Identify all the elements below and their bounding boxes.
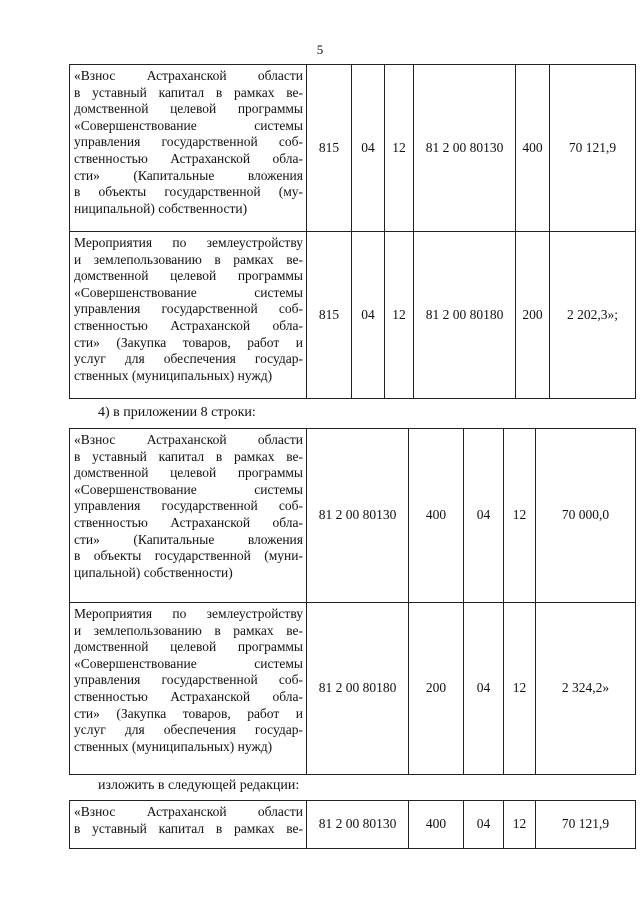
cell-ministry-code: 815 (307, 65, 352, 232)
table-budget-rows-c (69, 800, 636, 849)
row-description: «Взнос Астраханской области в уставный капитал в рамках ве- (70, 801, 307, 849)
cell-amount: 70 121,9 (536, 801, 636, 849)
cell-expense-type: 400 (516, 65, 550, 232)
cell-expense-type: 200 (409, 603, 464, 775)
cell-subsection: 12 (504, 801, 536, 849)
cell-expense-type: 400 (409, 801, 464, 849)
cell-section: 04 (464, 801, 504, 849)
row-description: Мероприятия по землеустройству и землепользованию в рамках ве- домственной целевой программы «Совершенствование системы управления государственной соб- ственностью Астраханской обла- сти» (Закупка товаров, работ и услуг для обеспечения государ- ственных (муниципальных) нужд) (70, 603, 307, 775)
cell-target-article: 81 2 00 80130 (307, 801, 409, 849)
table-row (70, 429, 636, 603)
cell-section: 04 (352, 232, 385, 399)
cell-subsection: 12 (504, 429, 536, 603)
row-description: «Взнос Астраханской области в уставный капитал в рамках ве- домственной целевой программы «Совершенствование системы управления государственной соб- ственностью Астраханской обла- сти» (Капитальные вложения в объекты государственной (му- ниципальной) собственности) (70, 65, 307, 232)
paragraph-appendix-8: 4) в приложении 8 строки: (98, 405, 256, 420)
table-row (70, 603, 636, 775)
table-row (70, 65, 636, 232)
cell-amount: 2 324,2» (536, 603, 636, 775)
cell-ministry-code: 815 (307, 232, 352, 399)
table-row (70, 801, 636, 849)
cell-amount: 70 121,9 (550, 65, 636, 232)
cell-target-article: 81 2 00 80130 (307, 429, 409, 603)
cell-amount: 70 000,0 (536, 429, 636, 603)
cell-subsection: 12 (385, 232, 414, 399)
cell-subsection: 12 (385, 65, 414, 232)
cell-target-article: 81 2 00 80130 (414, 65, 516, 232)
cell-expense-type: 400 (409, 429, 464, 603)
paragraph-new-edition: изложить в следующей редакции: (98, 778, 300, 793)
row-description: Мероприятия по землеустройству и землепользованию в рамках ве- домственной целевой программы «Совершенствование системы управления государственной соб- ственностью Астраханской обла- сти» (Закупка товаров, работ и услуг для обеспечения государ- ственных (муниципальных) нужд) (70, 232, 307, 399)
page-number: 5 (316, 42, 324, 57)
cell-section: 04 (352, 65, 385, 232)
cell-target-article: 81 2 00 80180 (307, 603, 409, 775)
table-budget-rows-a (69, 64, 636, 399)
cell-section: 04 (464, 603, 504, 775)
cell-subsection: 12 (504, 603, 536, 775)
row-description: «Взнос Астраханской области в уставный капитал в рамках ве- домственной целевой программы «Совершенствование системы управления государственной соб- ственностью Астраханской обла- сти» (Капитальные вложения в объекты государственной (муни- ципальной) собственности) (70, 429, 307, 603)
cell-section: 04 (464, 429, 504, 603)
cell-expense-type: 200 (516, 232, 550, 399)
cell-target-article: 81 2 00 80180 (414, 232, 516, 399)
cell-amount: 2 202,3»; (550, 232, 636, 399)
table-budget-rows-b (69, 428, 636, 775)
table-row (70, 232, 636, 399)
